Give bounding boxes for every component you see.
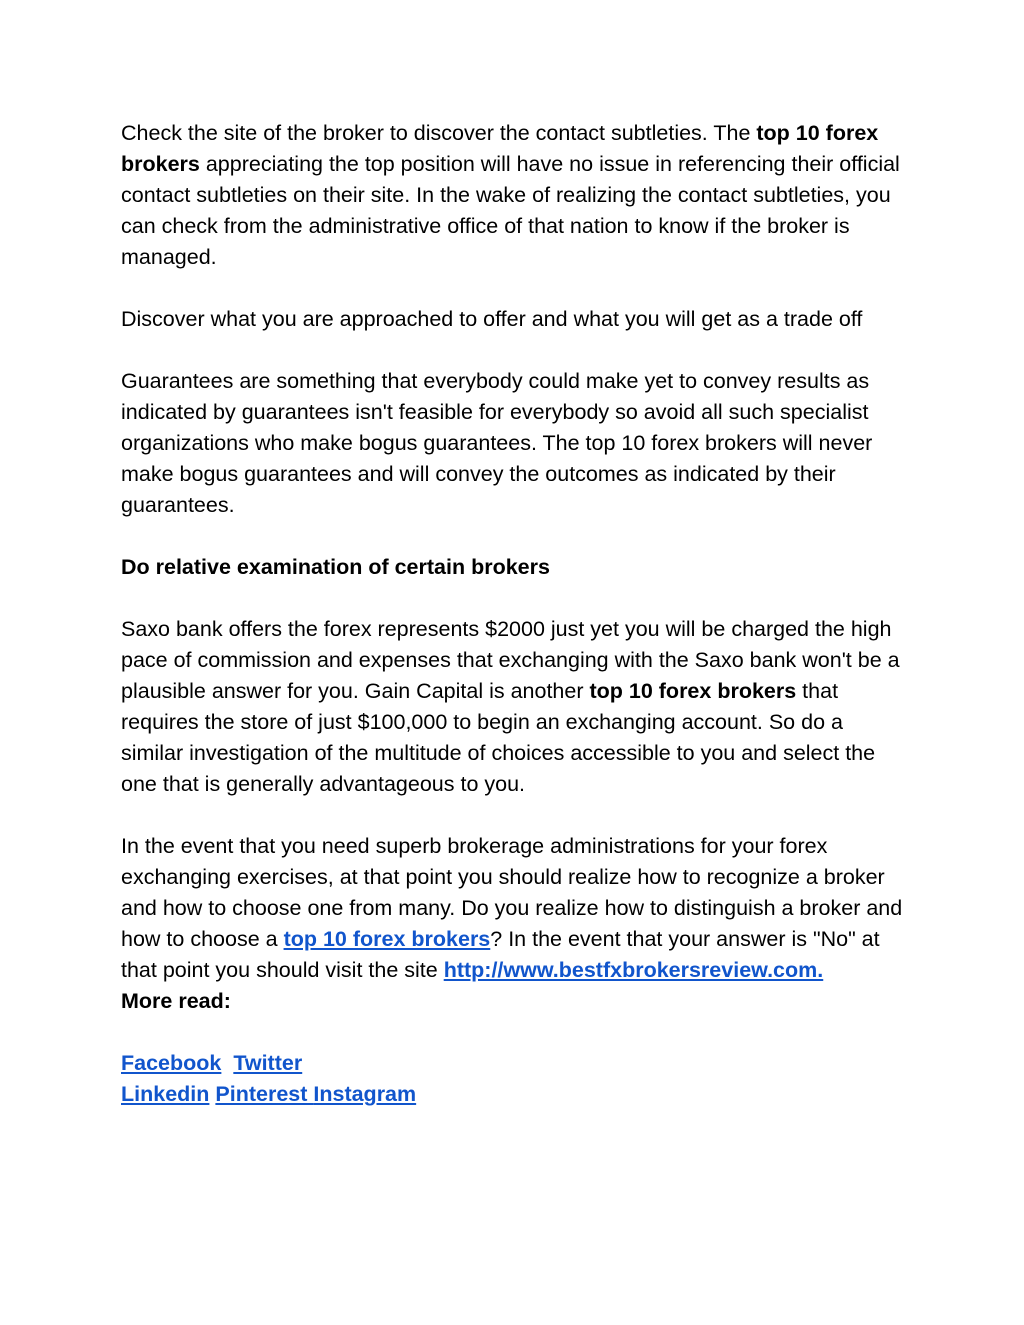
pinterest-link[interactable]: Pinterest <box>215 1082 314 1106</box>
paragraph-trade-off: Discover what you are approached to offer and what you will get as a trade off <box>121 307 863 331</box>
paragraph-saxo-bank <box>121 614 911 800</box>
top-10-forex-brokers-link[interactable]: top 10 forex brokers <box>283 927 491 951</box>
bestfxbrokersreview-link[interactable]: http://www.bestfxbrokersreview.com. <box>443 958 824 982</box>
document-body <box>121 118 911 1110</box>
social-links-row-1 <box>121 1048 911 1079</box>
bold-keyword: top 10 forex brokers <box>589 679 797 703</box>
bold-keyword: top 10 forex brokers <box>121 121 879 176</box>
section-heading: Do relative examination of certain brokers <box>121 555 550 579</box>
linkedin-link[interactable]: Linkedin <box>121 1082 210 1106</box>
paragraph-text: In the event that you need superb brokerage administrations for your forex exchanging exercises, at that point you should realize how to recognize a broker and how to choose one from many. Do you realize how to distinguish a broker and how to choose a <box>121 834 903 951</box>
paragraph-text: appreciating the top position will have no issue in referencing their official contact subtleties on their site. In the wake of realizing the contact subtleties, you can check from the administrative office of that nation to know if the broker is managed. <box>121 152 900 269</box>
paragraph-text: Saxo bank offers the forex represents $2000 just yet you will be charged the high pace of commission and expenses that exchanging with the Saxo bank won't be a plausible answer for you. Gain Capital is another <box>121 617 900 703</box>
paragraph-brokerage <box>121 831 911 986</box>
paragraph-text: Check the site of the broker to discover the contact subtleties. The <box>121 121 757 145</box>
twitter-link[interactable]: Twitter <box>233 1051 303 1075</box>
paragraph-contact-details <box>121 118 911 273</box>
instagram-link[interactable]: Instagram <box>313 1082 417 1106</box>
paragraph-guarantees: Guarantees are something that everybody could make yet to convey results as indicated by guarantees isn't feasible for everybody so avoid all such specialist organizations who make bogus guarantees. The top 10 forex brokers will never make bogus guarantees and will convey the outcomes as indicated by their guarantees. <box>121 369 873 517</box>
paragraph-text: ? In the event that your answer is "No" at that point you should visit the site <box>121 927 880 982</box>
paragraph-text: that requires the store of just $100,000 to begin an exchanging account. So do a similar investigation of the multitude of choices accessible to you and select the one that is generally advantageous to you. <box>121 679 876 796</box>
more-read-label: More read: <box>121 989 231 1013</box>
social-links <box>121 1048 911 1110</box>
social-links-row-2 <box>121 1079 911 1110</box>
facebook-link[interactable]: Facebook <box>121 1051 222 1075</box>
